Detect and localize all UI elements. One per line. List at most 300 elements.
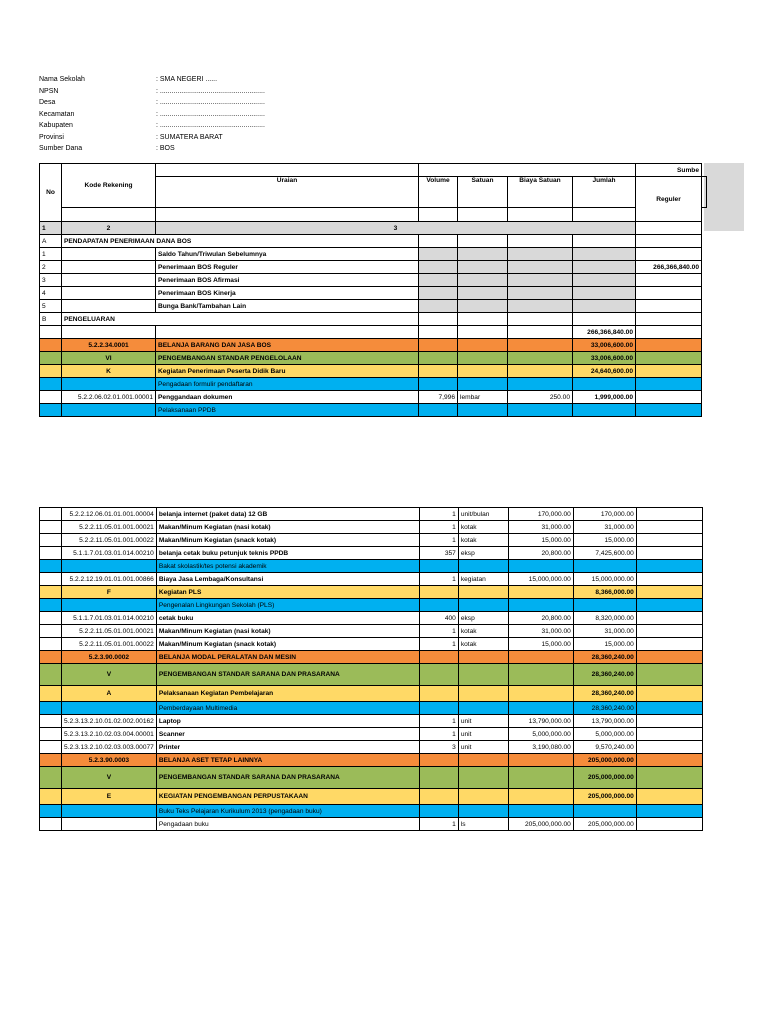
cell-volume bbox=[419, 404, 458, 417]
cell-kode: A bbox=[62, 686, 157, 702]
table-row bbox=[40, 287, 707, 300]
cell-biaya bbox=[508, 235, 573, 248]
cell-jumlah: 31,000.00 bbox=[573, 625, 636, 638]
cell-no bbox=[40, 789, 62, 805]
cell-kode bbox=[62, 261, 156, 274]
cell-satuan bbox=[458, 352, 508, 365]
cell-uraian: Saldo Tahun/Triwulan Sebelumnya bbox=[156, 248, 419, 261]
info-row bbox=[39, 120, 265, 132]
cell-no bbox=[40, 365, 62, 378]
cell-no bbox=[40, 599, 62, 612]
cell-uraian: Pelaksanaan Kegiatan Pembelajaran bbox=[156, 686, 419, 702]
cell-volume bbox=[419, 686, 458, 702]
cell-volume: 400 bbox=[419, 612, 458, 625]
cell-jumlah: 205,000,000.00 bbox=[573, 818, 636, 831]
budget-table-bottom bbox=[39, 507, 703, 831]
cell-jumlah: 266,366,840.00 bbox=[573, 326, 636, 339]
cell-kode: 5.2.2.11.05.01.001.00022 bbox=[62, 638, 157, 651]
cell-reguler bbox=[636, 586, 702, 599]
cell-satuan: unit bbox=[458, 741, 508, 754]
col-uraian-spacer bbox=[156, 164, 419, 177]
cell-biaya bbox=[508, 686, 573, 702]
cell-uraian: PENGEMBANGAN STANDAR PENGELOLAAN bbox=[156, 352, 419, 365]
cell-kode: 5.2.2.12.19.01.01.001.00866 bbox=[62, 573, 157, 586]
cell-no bbox=[40, 352, 62, 365]
cell-reguler bbox=[636, 638, 702, 651]
cell-biaya bbox=[508, 404, 573, 417]
table-row bbox=[40, 664, 703, 686]
cell-biaya bbox=[508, 313, 573, 326]
cell-reguler bbox=[636, 287, 702, 300]
cell-biaya bbox=[508, 586, 573, 599]
cell-kode bbox=[62, 378, 156, 391]
cell-satuan bbox=[458, 805, 508, 818]
cell-no bbox=[40, 818, 62, 831]
cell-reguler bbox=[636, 326, 702, 339]
cell-kode bbox=[62, 818, 157, 831]
cell-biaya: 31,000.00 bbox=[508, 625, 573, 638]
cell-satuan: kegiatan bbox=[458, 573, 508, 586]
cell-volume bbox=[419, 789, 458, 805]
col-biaya: Biaya Satuan bbox=[508, 177, 573, 208]
cell-biaya bbox=[508, 754, 573, 767]
cell-uraian: Penggandaan dokumen bbox=[156, 391, 419, 404]
cell-jumlah: 28,360,240.00 bbox=[573, 686, 636, 702]
cell-uraian: BELANJA BARANG DAN JASA BOS bbox=[156, 339, 419, 352]
cell-biaya bbox=[508, 378, 573, 391]
cell-jumlah: 15,000.00 bbox=[573, 534, 636, 547]
cell-volume: 7,996 bbox=[419, 391, 458, 404]
cell-jumlah bbox=[573, 287, 636, 300]
col-top-spacer bbox=[419, 164, 636, 177]
cell-no bbox=[40, 715, 62, 728]
cell-satuan: eksp bbox=[458, 612, 508, 625]
col-reguler: Reguler bbox=[636, 177, 702, 222]
info-value: : ...................................................... bbox=[156, 87, 265, 95]
cell-reguler bbox=[636, 235, 702, 248]
cell-kode: 5.2.3.90.0002 bbox=[62, 651, 157, 664]
cell-biaya bbox=[508, 339, 573, 352]
cell-satuan: unit/bulan bbox=[458, 508, 508, 521]
cell-reguler bbox=[636, 599, 702, 612]
cell-satuan bbox=[458, 261, 508, 274]
info-label: Kabupaten bbox=[39, 122, 73, 129]
cell-uraian: PENGEMBANGAN STANDAR SARANA DAN PRASARANA bbox=[156, 767, 419, 789]
cell-no bbox=[40, 741, 62, 754]
cell-reguler bbox=[636, 560, 702, 573]
cell-volume bbox=[419, 586, 458, 599]
cell-satuan bbox=[458, 365, 508, 378]
cell-reguler bbox=[636, 378, 702, 391]
info-row bbox=[39, 74, 265, 86]
table-row bbox=[40, 391, 707, 404]
col-uraian: Uraian bbox=[156, 177, 419, 208]
info-label: Sumber Dana bbox=[39, 145, 83, 152]
cell-kode bbox=[62, 287, 156, 300]
col-jumlah: Jumlah bbox=[573, 177, 636, 208]
cell-uraian: Printer bbox=[156, 741, 419, 754]
cell-reguler bbox=[636, 365, 702, 378]
cell-satuan: unit bbox=[458, 728, 508, 741]
cell-no bbox=[40, 391, 62, 404]
cell-jumlah bbox=[573, 560, 636, 573]
cell-no bbox=[40, 664, 62, 686]
cell-satuan bbox=[458, 300, 508, 313]
table-row bbox=[40, 638, 703, 651]
table-row bbox=[40, 521, 703, 534]
cell-kode bbox=[62, 805, 157, 818]
info-label: Kecamatan bbox=[39, 110, 75, 118]
cell-jumlah: 1,999,000.00 bbox=[573, 391, 636, 404]
cell-no bbox=[40, 612, 62, 625]
info-row bbox=[39, 109, 265, 121]
cell-satuan: eksp bbox=[458, 547, 508, 560]
cell-reguler bbox=[636, 686, 702, 702]
cell-reguler bbox=[636, 612, 702, 625]
cell-uraian: Pengadaan formulir pendaftaran bbox=[156, 378, 419, 391]
cell-satuan bbox=[458, 274, 508, 287]
cell-satuan bbox=[458, 248, 508, 261]
cell-volume: 1 bbox=[419, 638, 458, 651]
cell-satuan bbox=[458, 702, 508, 715]
table-row bbox=[40, 365, 707, 378]
cell-kode bbox=[62, 300, 156, 313]
cell-reguler bbox=[636, 404, 702, 417]
table-row bbox=[40, 378, 707, 391]
budget-table-top bbox=[39, 163, 707, 417]
cell-no: 5 bbox=[40, 300, 62, 313]
cell-uraian: Bakat skolastik/tes potensi akademik bbox=[156, 560, 419, 573]
info-value: : ...................................................... bbox=[156, 99, 265, 106]
cell-kode: 5.2.2.34.0001 bbox=[62, 339, 156, 352]
cell-kode bbox=[62, 702, 157, 715]
cell-satuan: ls bbox=[458, 818, 508, 831]
cell-volume: 1 bbox=[419, 573, 458, 586]
cell-reguler bbox=[636, 391, 702, 404]
cell-biaya bbox=[508, 599, 573, 612]
cell-reguler bbox=[636, 625, 702, 638]
cell-kode bbox=[62, 248, 156, 261]
cell-no bbox=[40, 521, 62, 534]
cell-biaya bbox=[508, 651, 573, 664]
cell-uraian: Pengenalan Lingkungan Sekolah (PLS) bbox=[156, 599, 419, 612]
cell-no bbox=[40, 547, 62, 560]
cell-jumlah bbox=[573, 404, 636, 417]
info-label: Desa bbox=[39, 99, 56, 106]
cell-jumlah: 28,360,240.00 bbox=[573, 702, 636, 715]
cell-volume bbox=[419, 352, 458, 365]
cell-biaya: 5,000,000.00 bbox=[508, 728, 573, 741]
table-row bbox=[40, 274, 707, 287]
cell-uraian: Makan/Minum Kegiatan (snack kotak) bbox=[156, 534, 419, 547]
cell-satuan: kotak bbox=[458, 625, 508, 638]
cell-no bbox=[40, 404, 62, 417]
table-row bbox=[40, 534, 703, 547]
cell-biaya: 205,000,000.00 bbox=[508, 818, 573, 831]
cell-biaya: 3,190,080.00 bbox=[508, 741, 573, 754]
cell-no bbox=[40, 754, 62, 767]
cell-biaya: 20,800.00 bbox=[508, 547, 573, 560]
cell-jumlah: 15,000,000.00 bbox=[573, 573, 636, 586]
cell-volume: 1 bbox=[419, 521, 458, 534]
cell-biaya: 15,000,000.00 bbox=[508, 573, 573, 586]
cell-reguler bbox=[636, 274, 702, 287]
cell-uraian: Kegiatan PLS bbox=[156, 586, 419, 599]
table-row bbox=[40, 352, 707, 365]
table-row bbox=[40, 789, 703, 805]
cell-kode: 5.2.3.13.2.10.01.02.002.00162 bbox=[62, 715, 157, 728]
cell-no bbox=[40, 339, 62, 352]
cell-uraian: cetak buku bbox=[156, 612, 419, 625]
cell-reguler bbox=[636, 789, 702, 805]
cell-uraian: Kegiatan Penerimaan Peserta Didik Baru bbox=[156, 365, 419, 378]
cell-jumlah: 13,790,000.00 bbox=[573, 715, 636, 728]
cell-biaya bbox=[508, 789, 573, 805]
cell-biaya bbox=[508, 805, 573, 818]
cell-biaya: 15,000.00 bbox=[508, 534, 573, 547]
cell-jumlah: 15,000.00 bbox=[573, 638, 636, 651]
info-value: : SUMATERA BARAT bbox=[156, 133, 223, 141]
cell-uraian: Makan/Minum Kegiatan (snack kotak) bbox=[156, 638, 419, 651]
cell-reguler: 266,366,840.00 bbox=[636, 261, 702, 274]
cell-volume bbox=[419, 754, 458, 767]
cell-biaya bbox=[508, 767, 573, 789]
cell-volume: 1 bbox=[419, 534, 458, 547]
cell-kode bbox=[62, 404, 156, 417]
cell-uraian: PENGEMBANGAN STANDAR SARANA DAN PRASARANA bbox=[156, 664, 419, 686]
cell-satuan bbox=[458, 651, 508, 664]
cell-volume bbox=[419, 326, 458, 339]
cell-jumlah: 28,360,240.00 bbox=[573, 651, 636, 664]
cell-no bbox=[40, 702, 62, 715]
table-row bbox=[40, 261, 707, 274]
cell-satuan bbox=[458, 313, 508, 326]
cell-biaya bbox=[508, 274, 573, 287]
cell-biaya: 31,000.00 bbox=[508, 521, 573, 534]
cell-uraian: Pengadaan buku bbox=[156, 818, 419, 831]
cell-kode bbox=[62, 560, 157, 573]
cell-jumlah: 8,366,000.00 bbox=[573, 586, 636, 599]
cell-volume: 3 bbox=[419, 741, 458, 754]
cell-volume bbox=[419, 274, 458, 287]
cell-no bbox=[40, 560, 62, 573]
cell-jumlah bbox=[573, 274, 636, 287]
cell-biaya: 13,790,000.00 bbox=[508, 715, 573, 728]
table-row bbox=[40, 547, 703, 560]
cell-reguler bbox=[636, 702, 702, 715]
cell-reguler bbox=[636, 818, 702, 831]
col-no: No bbox=[40, 164, 62, 222]
cell-biaya bbox=[508, 248, 573, 261]
cell-satuan bbox=[458, 560, 508, 573]
cell-biaya bbox=[508, 261, 573, 274]
cell-uraian: Buku Teks Pelajaran Kurikulum 2013 (pengadaan buku) bbox=[156, 805, 419, 818]
cell-volume bbox=[419, 365, 458, 378]
cell-no bbox=[40, 378, 62, 391]
cell-volume: 1 bbox=[419, 728, 458, 741]
cell-volume bbox=[419, 560, 458, 573]
cell-kode: F bbox=[62, 586, 157, 599]
cell-uraian: Penerimaan BOS Afirmasi bbox=[156, 274, 419, 287]
cell-kode: V bbox=[62, 767, 157, 789]
cell-reguler bbox=[636, 521, 702, 534]
cell-reguler bbox=[636, 534, 702, 547]
cell-kode: 5.2.3.13.2.10.02.03.003.00077 bbox=[62, 741, 157, 754]
cell-jumlah: 31,000.00 bbox=[573, 521, 636, 534]
cell-jumlah: 205,000,000.00 bbox=[573, 767, 636, 789]
table-row bbox=[40, 300, 707, 313]
cell-jumlah: 5,000,000.00 bbox=[573, 728, 636, 741]
cell-kode: VI bbox=[62, 352, 156, 365]
cell-volume bbox=[419, 805, 458, 818]
col-sumber: Sumbe bbox=[636, 164, 702, 177]
table-row bbox=[40, 612, 703, 625]
table-row bbox=[40, 715, 703, 728]
table-row bbox=[40, 686, 703, 702]
cell-kode bbox=[62, 599, 157, 612]
cell-satuan bbox=[458, 378, 508, 391]
cell-volume bbox=[419, 378, 458, 391]
cell-jumlah: 170,000.00 bbox=[573, 508, 636, 521]
cell-jumlah bbox=[573, 248, 636, 261]
cell-kode: 5.2.2.12.06.01.01.001.00004 bbox=[62, 508, 157, 521]
cell-jumlah bbox=[573, 599, 636, 612]
cell-satuan: kotak bbox=[458, 521, 508, 534]
cell-uraian: Laptop bbox=[156, 715, 419, 728]
cell-volume: 1 bbox=[419, 625, 458, 638]
cell-kode: 5.1.1.7.01.03.01.014.00210 bbox=[62, 547, 157, 560]
cell-biaya: 170,000.00 bbox=[508, 508, 573, 521]
cell-satuan bbox=[458, 789, 508, 805]
info-label: Nama Sekolah bbox=[39, 76, 85, 83]
cell-no: 1 bbox=[40, 248, 62, 261]
cell-satuan: unit bbox=[458, 715, 508, 728]
cell-reguler bbox=[636, 339, 702, 352]
cell-volume bbox=[419, 702, 458, 715]
cell-uraian: Scanner bbox=[156, 728, 419, 741]
cell-uraian: belanja internet (paket data) 12 GB bbox=[156, 508, 419, 521]
cell-jumlah bbox=[573, 300, 636, 313]
cell-no bbox=[40, 508, 62, 521]
cell-kode: 5.2.3.13.2.10.02.03.004.00001 bbox=[62, 728, 157, 741]
table-row bbox=[40, 560, 703, 573]
cell-reguler bbox=[636, 352, 702, 365]
col-volume: Volume bbox=[419, 177, 458, 208]
cell-volume bbox=[419, 313, 458, 326]
cell-uraian: Penerimaan BOS Kinerja bbox=[156, 287, 419, 300]
cell-no bbox=[40, 326, 62, 339]
cell-biaya bbox=[508, 365, 573, 378]
cell-uraian: Bunga Bank/Tambahan Lain bbox=[156, 300, 419, 313]
cell-kode bbox=[62, 274, 156, 287]
cell-kode: 5.2.3.90.0003 bbox=[62, 754, 157, 767]
cell-no bbox=[40, 638, 62, 651]
cell-uraian: BELANJA ASET TETAP LAINNYA bbox=[156, 754, 419, 767]
cell-reguler bbox=[636, 248, 702, 261]
info-value: : BOS bbox=[156, 145, 175, 152]
table-row bbox=[40, 573, 703, 586]
cell-uraian: Pelaksanaan PPDB bbox=[156, 404, 419, 417]
table-row bbox=[40, 326, 707, 339]
cell-jumlah: 33,006,600.00 bbox=[573, 352, 636, 365]
cell-satuan bbox=[458, 686, 508, 702]
cell-satuan bbox=[458, 664, 508, 686]
cell-uraian: Makan/Minum Kegiatan (nasi kotak) bbox=[156, 521, 419, 534]
cell-reguler bbox=[636, 664, 702, 686]
info-value: : SMA NEGERI ...... bbox=[156, 76, 218, 83]
cell-kode: K bbox=[62, 365, 156, 378]
school-info bbox=[39, 74, 265, 155]
cell-reguler bbox=[636, 741, 702, 754]
cell-volume: 1 bbox=[419, 508, 458, 521]
cell-kode: E bbox=[62, 789, 157, 805]
cell-uraian: KEGIATAN PENGEMBANGAN PERPUSTAKAAN bbox=[156, 789, 419, 805]
cell-kode: 5.2.2.11.05.01.001.00021 bbox=[62, 521, 157, 534]
cell-biaya bbox=[508, 352, 573, 365]
cell-no: 3 bbox=[40, 274, 62, 287]
col-kode: Kode Rekening bbox=[62, 164, 156, 208]
table-row bbox=[40, 313, 707, 326]
cell-uraian: Biaya Jasa Lembaga/Konsultansi bbox=[156, 573, 419, 586]
cell-jumlah: 24,640,600.00 bbox=[573, 365, 636, 378]
info-row bbox=[39, 143, 265, 155]
info-row bbox=[39, 86, 265, 98]
cell-no bbox=[40, 805, 62, 818]
cell-volume: 1 bbox=[419, 818, 458, 831]
cell-kode: 5.2.2.11.05.01.001.00022 bbox=[62, 534, 157, 547]
cell-volume bbox=[419, 261, 458, 274]
cell-satuan bbox=[458, 326, 508, 339]
cell-no bbox=[40, 686, 62, 702]
cell-no bbox=[40, 573, 62, 586]
cell-no: 2 bbox=[40, 261, 62, 274]
cell-no bbox=[40, 728, 62, 741]
cell-biaya bbox=[508, 702, 573, 715]
cell-uraian bbox=[156, 326, 419, 339]
cell-satuan: kotak bbox=[458, 638, 508, 651]
cell-reguler bbox=[636, 547, 702, 560]
cell-reguler bbox=[636, 767, 702, 789]
info-value: : ...................................................... bbox=[156, 110, 265, 118]
cell-no bbox=[40, 534, 62, 547]
cell-section-title: PENDAPATAN PENERIMAAN DANA BOS bbox=[62, 235, 419, 248]
table-row bbox=[40, 728, 703, 741]
cell-kode: 5.2.2.11.05.01.001.00021 bbox=[62, 625, 157, 638]
index-1: 1 bbox=[40, 222, 62, 235]
cell-satuan: kotak bbox=[458, 534, 508, 547]
table-row bbox=[40, 586, 703, 599]
table-row bbox=[40, 805, 703, 818]
grey-side-block bbox=[704, 163, 744, 231]
cell-jumlah: 9,570,240.00 bbox=[573, 741, 636, 754]
cell-kode: 5.2.2.06.02.01.001.00001 bbox=[62, 391, 156, 404]
cell-biaya bbox=[508, 560, 573, 573]
cell-volume bbox=[419, 599, 458, 612]
cell-biaya bbox=[508, 326, 573, 339]
cell-reguler bbox=[636, 313, 702, 326]
info-label: Provinsi bbox=[39, 133, 64, 141]
cell-uraian: Penerimaan BOS Reguler bbox=[156, 261, 419, 274]
cell-satuan bbox=[458, 586, 508, 599]
cell-uraian: Pemberdayaan Multimedia bbox=[156, 702, 419, 715]
cell-satuan bbox=[458, 754, 508, 767]
cell-no: A bbox=[40, 235, 62, 248]
table-row bbox=[40, 625, 703, 638]
table-row bbox=[40, 651, 703, 664]
cell-volume bbox=[419, 339, 458, 352]
cell-jumlah: 8,320,000.00 bbox=[573, 612, 636, 625]
table-row bbox=[40, 508, 703, 521]
